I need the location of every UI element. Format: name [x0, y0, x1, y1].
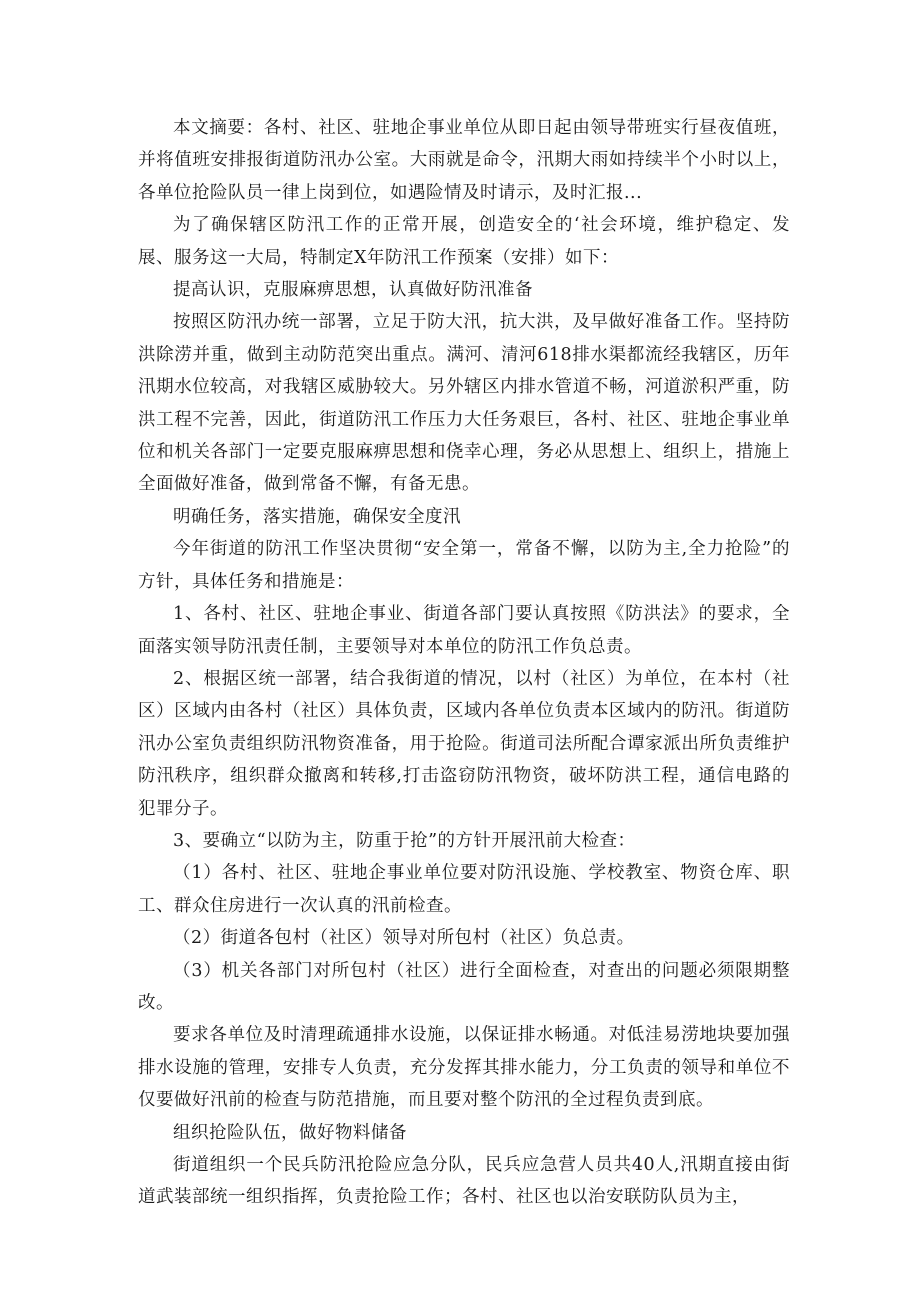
sub-list-item: （2）街道各包村（社区）领导对所包村（社区）负总责。 — [173, 928, 635, 949]
section-heading-teams: 组织抢险队伍，做好物料储备 — [173, 1122, 407, 1143]
document-body — [138, 112, 790, 1214]
body-paragraph: 要求各单位及时清理疏通排水设施，以保证排水畅通。对低洼易涝地块要加强排水设施的管理，安排专人负责，充分发挥其排水能力，分工负责的领导和单位不仅要做好汛前的检查与防范措施，而且要对整个防汛的全过程负责到底。 — [138, 1025, 790, 1111]
section-heading-tasks: 明确任务，落实措施，确保安全度汛 — [173, 506, 461, 527]
list-item: 2、根据区统一部署，结合我街道的情况，以村（社区）为单位，在本村（社区）区域内由各村（社区）具体负责，区域内各单位负责本区域内的防汛。街道防汛办公室负责组织防汛物资准备，用于抢险。街道司法所配合谭家派出所负责维护防汛秩序，组织群众撤离和转移,打击盗窃防汛物资，破坏防洪工程，通信电路的犯罪分子。 — [138, 668, 790, 819]
sub-list-item: （1）各村、社区、驻地企事业单位要对防汛设施、学校教室、物资仓库、职工、群众住房进行一次认真的汛前检查。 — [138, 863, 790, 916]
body-paragraph: 街道组织一个民兵防汛抢险应急分队，民兵应急营人员共40人,汛期直接由街道武装部统一组织指挥，负责抢险工作；各村、社区也以治安联防队员为主， — [138, 1155, 790, 1208]
body-paragraph: 今年街道的防汛工作坚决贯彻“安全第一，常备不懈，以防为主,全力抢险”的方针，具体任务和措施是： — [138, 539, 790, 592]
section-heading-awareness: 提高认识，克服麻痹思想，认真做好防汛准备 — [173, 280, 533, 301]
abstract-paragraph: 本文摘要：各村、社区、驻地企事业单位从即日起由领导带班实行昼夜值班，并将值班安排报街道防汛办公室。大雨就是命令，汛期大雨如持续半个小时以上，各单位抢险队员一律上岗到位，如遇险情及时请示，及时汇报... — [138, 118, 790, 203]
body-paragraph: 按照区防汛办统一部署，立足于防大汛，抗大洪，及早做好准备工作。坚持防洪除涝并重，做到主动防范突出重点。满河、清河618排水渠都流经我辖区，历年汛期水位较高，对我辖区威胁较大。另外辖区内排水管道不畅，河道淤积严重，防洪工程不完善，因此，街道防汛工作压力大任务艰巨，各村、社区、驻地企事业单位和机关各部门一定要克服麻痹思想和侥幸心理，务必从思想上、组织上，措施上全面做好准备，做到常备不懈，有备无患。 — [138, 312, 790, 495]
list-item: 1、各村、社区、驻地企事业、街道各部门要认真按照《防洪法》的要求，全面落实领导防汛责任制，主要领导对本单位的防汛工作负总责。 — [138, 604, 790, 657]
sub-list-item: （3）机关各部门对所包村（社区）进行全面检查，对查出的问题必须限期整改。 — [138, 960, 790, 1013]
intro-paragraph: 为了确保辖区防汛工作的正常开展，创造安全的‘社会环境，维护稳定、发展、服务这一大局，特制定X年防汛工作预案（安排）如下： — [138, 215, 790, 268]
list-item: 3、要确立“以防为主，防重于抢”的方针开展汛前大检查： — [173, 830, 636, 851]
